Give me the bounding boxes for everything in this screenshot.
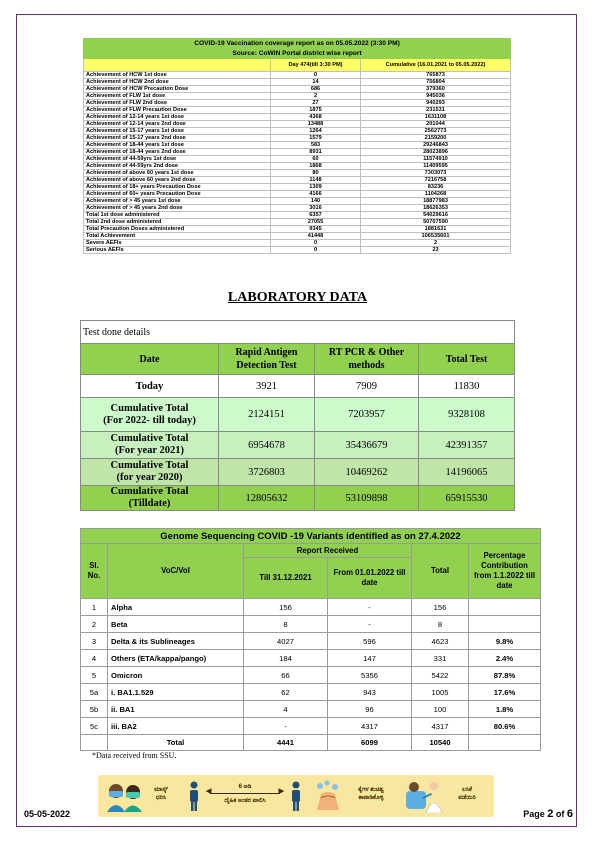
vaccination-row-label: Achievement of 15-17 years 1st dose — [84, 128, 271, 135]
genome-row-slno: 5b — [81, 701, 108, 718]
person-icon — [188, 781, 200, 811]
vaccination-header-day: Day 474(till 3:30 PM) — [271, 59, 361, 72]
vaccination-row — [84, 142, 511, 149]
genome-row-from: - — [328, 599, 412, 616]
vaccination-row-label: Severe AEFIs — [84, 240, 271, 247]
genome-header-till: Till 31.12.2021 — [244, 558, 328, 599]
lab-heading: LABORATORY DATA — [227, 290, 368, 305]
vaccination-row-day: 140 — [271, 198, 361, 205]
banner-mask-line2: ಧರಿಸಿ — [155, 795, 167, 801]
genome-row-slno: 5a — [81, 684, 108, 701]
lab-row-cumtill — [81, 486, 515, 511]
lab-row-cum2022 — [81, 398, 515, 432]
double-arrow-icon: ◀ ▶ — [206, 788, 284, 795]
genome-row-pct: 2.4% — [469, 650, 541, 667]
vaccination-row-cumulative: 23 — [361, 247, 511, 254]
vaccination-row — [84, 156, 511, 163]
vaccination-row-cumulative: 7216758 — [361, 177, 511, 184]
vaccination-row-day: 60 — [271, 156, 361, 163]
lab-cell-total: 42391357 — [419, 432, 515, 459]
footer-page-prefix: Page — [523, 809, 545, 819]
vaccination-row-cumulative: 756804 — [361, 79, 511, 86]
lab-cell-rtpcr: 10469262 — [315, 459, 419, 486]
genome-row — [81, 633, 541, 650]
vaccination-row — [84, 79, 511, 86]
genome-row-slno: 5 — [81, 667, 108, 684]
lab-label-line2: (Tilldate) — [128, 498, 171, 509]
person-icon — [290, 781, 302, 811]
vaccination-row-cumulative: 83236 — [361, 184, 511, 191]
genome-row-till: 156 — [244, 599, 328, 616]
vaccination-row-cumulative: 29246843 — [361, 142, 511, 149]
lab-header-rat: Rapid Antigen Detection Test — [219, 344, 315, 375]
lab-cell-total: 9328108 — [419, 398, 515, 432]
lab-label-line1: Cumulative Total — [110, 486, 189, 497]
vaccination-row-day: 2 — [271, 93, 361, 100]
vaccination-row-label: Achievement of 18+ years Precaution Dose — [84, 184, 271, 191]
vaccination-row — [84, 128, 511, 135]
vaccination-row-cumulative: 2 — [361, 240, 511, 247]
genome-row-slno: 4 — [81, 650, 108, 667]
vaccination-row-label: Achievement of 12-14 years 2nd dose — [84, 121, 271, 128]
banner-vaccine-text — [450, 786, 484, 802]
lab-table — [80, 320, 515, 511]
vaccination-row — [84, 205, 511, 212]
genome-row-from: - — [328, 616, 412, 633]
lab-cell-label — [81, 459, 219, 486]
banner-handwash-text — [346, 786, 396, 802]
genome-row — [81, 650, 541, 667]
vaccination-row-label: Achievement of 44-59yrs 2nd dose — [84, 163, 271, 170]
banner-mask-line1: ಮಾಸ್ಕ್ — [154, 787, 168, 793]
genome-total-total: 10540 — [412, 735, 469, 751]
vaccination-row-label: Achievement of above 60 years 1st dose — [84, 170, 271, 177]
genome-row — [81, 616, 541, 633]
genome-row-till: 8 — [244, 616, 328, 633]
lab-cell-rat: 3921 — [219, 375, 315, 398]
vaccination-header-blank — [84, 59, 271, 72]
genome-row-till: 4 — [244, 701, 328, 718]
genome-row-pct: 17.6% — [469, 684, 541, 701]
vaccination-row-cumulative: 28023896 — [361, 149, 511, 156]
genome-row — [81, 599, 541, 616]
banner-handwash-line2: ಕಾಪಾಡಿಕೊಳ್ಳಿ — [358, 795, 384, 801]
lab-caption: Test done details — [81, 321, 515, 344]
footer-date: 05-05-2022 — [24, 809, 71, 819]
vaccination-row-label: Achievement of 18-44 years 1st dose — [84, 142, 271, 149]
footer-page-number — [523, 808, 573, 820]
genome-row-till: 4027 — [244, 633, 328, 650]
vaccination-row-label: Achievement of 15-17 years 2nd dose — [84, 135, 271, 142]
genome-row-pct: 80.6% — [469, 718, 541, 735]
vaccination-row — [84, 212, 511, 219]
vaccination-row-day: 1264 — [271, 128, 361, 135]
lab-cell-label — [81, 398, 219, 432]
footer-page-of: of — [555, 809, 565, 819]
vaccination-row-day: 27055 — [271, 219, 361, 226]
vaccination-source: Source: CoWIN Portal district wise report — [84, 49, 511, 59]
vaccination-row-cumulative: 11409595 — [361, 163, 511, 170]
vaccination-row — [84, 93, 511, 100]
vaccination-row-day: 14 — [271, 79, 361, 86]
genome-header-row-1 — [81, 544, 541, 558]
vaccination-row — [84, 198, 511, 205]
vaccination-row-day: 0 — [271, 240, 361, 247]
lab-cell-total: 65915530 — [419, 486, 515, 511]
genome-row-name: Beta — [108, 616, 244, 633]
vaccination-row — [84, 121, 511, 128]
vaccination-row-cumulative: 50707590 — [361, 219, 511, 226]
vaccination-row-label: Achievement of > 45 years 1st dose — [84, 198, 271, 205]
genome-total-blank — [81, 735, 108, 751]
vaccination-row-cumulative: 106535601 — [361, 233, 511, 240]
vaccination-row-day: 27 — [271, 100, 361, 107]
vaccination-row-day: 686 — [271, 86, 361, 93]
footer-page-current: 2 — [547, 808, 554, 820]
genome-row-till: 184 — [244, 650, 328, 667]
genome-total-label: Total — [108, 735, 244, 751]
genome-row-from: 943 — [328, 684, 412, 701]
vaccination-row-label: Achievement of > 45 years 2nd dose — [84, 205, 271, 212]
genome-row-from: 147 — [328, 650, 412, 667]
genome-row-slno: 1 — [81, 599, 108, 616]
genome-total-till: 4441 — [244, 735, 328, 751]
lab-cell-rat: 12805632 — [219, 486, 315, 511]
genome-row-slno: 3 — [81, 633, 108, 650]
lab-cell-rtpcr: 7203957 — [315, 398, 419, 432]
genome-row-name: iii. BA2 — [108, 718, 244, 735]
genome-row-total: 4317 — [412, 718, 469, 735]
genome-row-total: 156 — [412, 599, 469, 616]
genome-row-slno: 5c — [81, 718, 108, 735]
vaccination-row-cumulative: 379360 — [361, 86, 511, 93]
lab-cell-label — [81, 486, 219, 511]
genome-total-row — [81, 735, 541, 751]
lab-label-line2: (For 2022- till today) — [103, 414, 196, 426]
vaccination-row-label: Achievement of 60+ years Precaution Dose — [84, 191, 271, 198]
lab-header-rtpcr: RT PCR & Other methods — [315, 344, 419, 375]
vaccination-row-cumulative: 18877983 — [361, 198, 511, 205]
lab-header-total: Total Test — [419, 344, 515, 375]
vaccination-row-cumulative: 2562773 — [361, 128, 511, 135]
banner-distance-line1: 6 ಅಡಿ — [238, 784, 252, 790]
lab-row-cum2021 — [81, 432, 515, 459]
lab-cell-label: Today — [81, 375, 219, 398]
vaccination-row-label: Total 2nd dose administered — [84, 219, 271, 226]
vaccination-row — [84, 247, 511, 254]
genome-row-total: 100 — [412, 701, 469, 718]
vaccination-row-day: 41448 — [271, 233, 361, 240]
vaccination-row-day: 1579 — [271, 135, 361, 142]
genome-header-pct: Percentage Contribution from 1.1.2022 till date — [469, 544, 541, 599]
vaccination-row — [84, 72, 511, 79]
genome-total-pct-blank — [469, 735, 541, 751]
lab-header-row — [81, 344, 515, 375]
vaccination-row-day: 4166 — [271, 191, 361, 198]
footnote: *Data received from SSU. — [92, 751, 177, 760]
vaccination-row-day: 1148 — [271, 177, 361, 184]
vaccination-row-day: 80 — [271, 170, 361, 177]
vaccination-row — [84, 114, 511, 121]
vaccination-row — [84, 107, 511, 114]
vaccination-row — [84, 149, 511, 156]
vaccination-header-row — [84, 59, 511, 72]
vaccination-row-day: 8931 — [271, 149, 361, 156]
vaccination-row-label: Achievement of HCW 2nd dose — [84, 79, 271, 86]
handwash-icon — [311, 780, 345, 812]
genome-row-name: ii. BA1 — [108, 701, 244, 718]
genome-row-pct — [469, 616, 541, 633]
banner-distance-text — [202, 783, 288, 805]
vaccination-row-day: 0 — [271, 247, 361, 254]
genome-row-pct — [469, 599, 541, 616]
lab-label-line2: (for year 2020) — [116, 472, 183, 483]
vaccination-row-label: Total Achievement — [84, 233, 271, 240]
vaccination-row — [84, 135, 511, 142]
banner-vaccine-line1: ಲಸಿಕೆ — [461, 787, 472, 793]
banner-distance-line2: ದೈಹಿಕ ಅಂತರ ಪಾಲಿಸಿ — [224, 798, 266, 804]
vaccination-row-cumulative: 1631108 — [361, 114, 511, 121]
vaccination-table — [83, 38, 511, 254]
genome-row-total: 8 — [412, 616, 469, 633]
vaccination-row-label: Serious AEFIs — [84, 247, 271, 254]
lab-cell-label — [81, 432, 219, 459]
banner-mask-text — [146, 786, 176, 802]
genome-header-total: Total — [412, 544, 469, 599]
vaccination-row — [84, 177, 511, 184]
vaccination-icon — [404, 779, 444, 813]
vaccination-row — [84, 226, 511, 233]
genome-row-from: 4317 — [328, 718, 412, 735]
vaccination-row-day: 13488 — [271, 121, 361, 128]
vaccination-row-cumulative: 11574910 — [361, 156, 511, 163]
covid-guidelines-banner — [98, 775, 494, 817]
lab-row-today — [81, 375, 515, 398]
genome-row-name: Others (ETA/kappa/pango) — [108, 650, 244, 667]
genome-row-name: Omicron — [108, 667, 244, 684]
vaccination-row-cumulative: 765873 — [361, 72, 511, 79]
vaccination-row-label: Achievement of 12-14 years 1st dose — [84, 114, 271, 121]
lab-label-line1: Cumulative Total — [110, 433, 189, 444]
genome-rows — [81, 599, 541, 735]
vaccination-row — [84, 163, 511, 170]
genome-row — [81, 684, 541, 701]
vaccination-header-cumulative: Cumulative (16.01.2021 to 05.05.2022) — [361, 59, 511, 72]
vaccination-row-day: 0 — [271, 72, 361, 79]
genome-row-from: 96 — [328, 701, 412, 718]
genome-header-voc: VoC/VoI — [108, 544, 244, 599]
vaccination-row-label: Achievement of 44-59yrs 1st dose — [84, 156, 271, 163]
vaccination-row — [84, 240, 511, 247]
vaccination-row-label: Total Precaution Doses administered — [84, 226, 271, 233]
genome-row-pct: 9.8% — [469, 633, 541, 650]
lab-cell-rtpcr: 53109898 — [315, 486, 419, 511]
vaccination-row — [84, 86, 511, 93]
genome-row-pct: 87.8% — [469, 667, 541, 684]
vaccination-row-cumulative: 231531 — [361, 107, 511, 114]
vaccination-row — [84, 191, 511, 198]
vaccination-row-day: 9345 — [271, 226, 361, 233]
lab-label-line1: Cumulative Total — [110, 402, 189, 414]
vaccination-row — [84, 219, 511, 226]
vaccination-row-day: 6357 — [271, 212, 361, 219]
genome-row-pct: 1.8% — [469, 701, 541, 718]
lab-cell-total: 11830 — [419, 375, 515, 398]
genome-header-slno: Sl. No. — [81, 544, 108, 599]
vaccination-row-cumulative: 201044 — [361, 121, 511, 128]
genome-row — [81, 667, 541, 684]
genome-total-from: 6099 — [328, 735, 412, 751]
vaccination-row-label: Achievement of FLW 2nd dose — [84, 100, 271, 107]
vaccination-row-cumulative: 7303073 — [361, 170, 511, 177]
vaccination-rows — [84, 72, 511, 254]
lab-cell-rat: 3726803 — [219, 459, 315, 486]
vaccination-row-cumulative: 2159200 — [361, 135, 511, 142]
vaccination-row-label: Achievement of above 60 years 2nd dose — [84, 177, 271, 184]
vaccination-row-label: Achievement of FLW 1st dose — [84, 93, 271, 100]
vaccination-row-cumulative: 1104268 — [361, 191, 511, 198]
genome-row-total: 4623 — [412, 633, 469, 650]
vaccination-row-label: Achievement of 18-44 years 2nd dose — [84, 149, 271, 156]
vaccination-row — [84, 170, 511, 177]
vaccination-row — [84, 184, 511, 191]
vaccination-row-cumulative: 18626353 — [361, 205, 511, 212]
genome-row-name: Delta & its Sublineages — [108, 633, 244, 650]
genome-row-till: - — [244, 718, 328, 735]
genome-row-from: 5356 — [328, 667, 412, 684]
vaccination-row-day: 3016 — [271, 205, 361, 212]
vaccination-row-cumulative: 54029616 — [361, 212, 511, 219]
vaccination-row-label: Achievement of HCW Precaution Dose — [84, 86, 271, 93]
genome-row-slno: 2 — [81, 616, 108, 633]
genome-table — [80, 528, 541, 751]
vaccination-row-label: Total 1st dose administered — [84, 212, 271, 219]
genome-row-name: Alpha — [108, 599, 244, 616]
vaccination-row-label: Achievement of HCW 1st dose — [84, 72, 271, 79]
genome-row-total: 1005 — [412, 684, 469, 701]
lab-cell-total: 14196065 — [419, 459, 515, 486]
vaccination-title: COVID-19 Vaccination coverage report as on 05.05.2022 (3:30 PM) — [84, 39, 511, 49]
vaccination-row-cumulative: 940293 — [361, 100, 511, 107]
vaccination-row — [84, 100, 511, 107]
genome-row-from: 596 — [328, 633, 412, 650]
vaccination-row-day: 1875 — [271, 107, 361, 114]
vaccination-row-cumulative: 945036 — [361, 93, 511, 100]
genome-row-total: 331 — [412, 650, 469, 667]
vaccination-row-day: 1309 — [271, 184, 361, 191]
lab-cell-rat: 2124151 — [219, 398, 315, 432]
lab-header-date: Date — [81, 344, 219, 375]
vaccination-row-day: 4368 — [271, 114, 361, 121]
footer-page-total: 6 — [566, 808, 573, 820]
genome-row-till: 62 — [244, 684, 328, 701]
vaccination-row-label: Achievement of FLW Precaution Dose — [84, 107, 271, 114]
vaccination-row-day: 583 — [271, 142, 361, 149]
banner-handwash-line1: ಕೈಗಳ ಶುಚಿತ್ವ — [358, 787, 384, 793]
genome-header-report: Report Received — [244, 544, 412, 558]
lab-row-cum2020 — [81, 459, 515, 486]
genome-header-from: From 01.01.2022 till date — [328, 558, 412, 599]
genome-row-till: 66 — [244, 667, 328, 684]
genome-row — [81, 718, 541, 735]
genome-row — [81, 701, 541, 718]
lab-label-line2: (For year 2021) — [114, 445, 184, 456]
vaccination-row — [84, 233, 511, 240]
genome-title: Genome Sequencing COVID -19 Variants identified as on 27.4.2022 — [81, 529, 541, 544]
genome-row-total: 5422 — [412, 667, 469, 684]
banner-vaccine-line2: ಪಡೆಯಿರಿ — [458, 795, 476, 801]
lab-cell-rat: 6954678 — [219, 432, 315, 459]
genome-row-name: i. BA1.1.529 — [108, 684, 244, 701]
lab-cell-rtpcr: 7909 — [315, 375, 419, 398]
lab-cell-rtpcr: 35436679 — [315, 432, 419, 459]
vaccination-row-cumulative: 1881631 — [361, 226, 511, 233]
lab-label-line1: Cumulative Total — [110, 460, 189, 471]
mask-people-icon — [104, 780, 146, 812]
vaccination-row-day: 1868 — [271, 163, 361, 170]
